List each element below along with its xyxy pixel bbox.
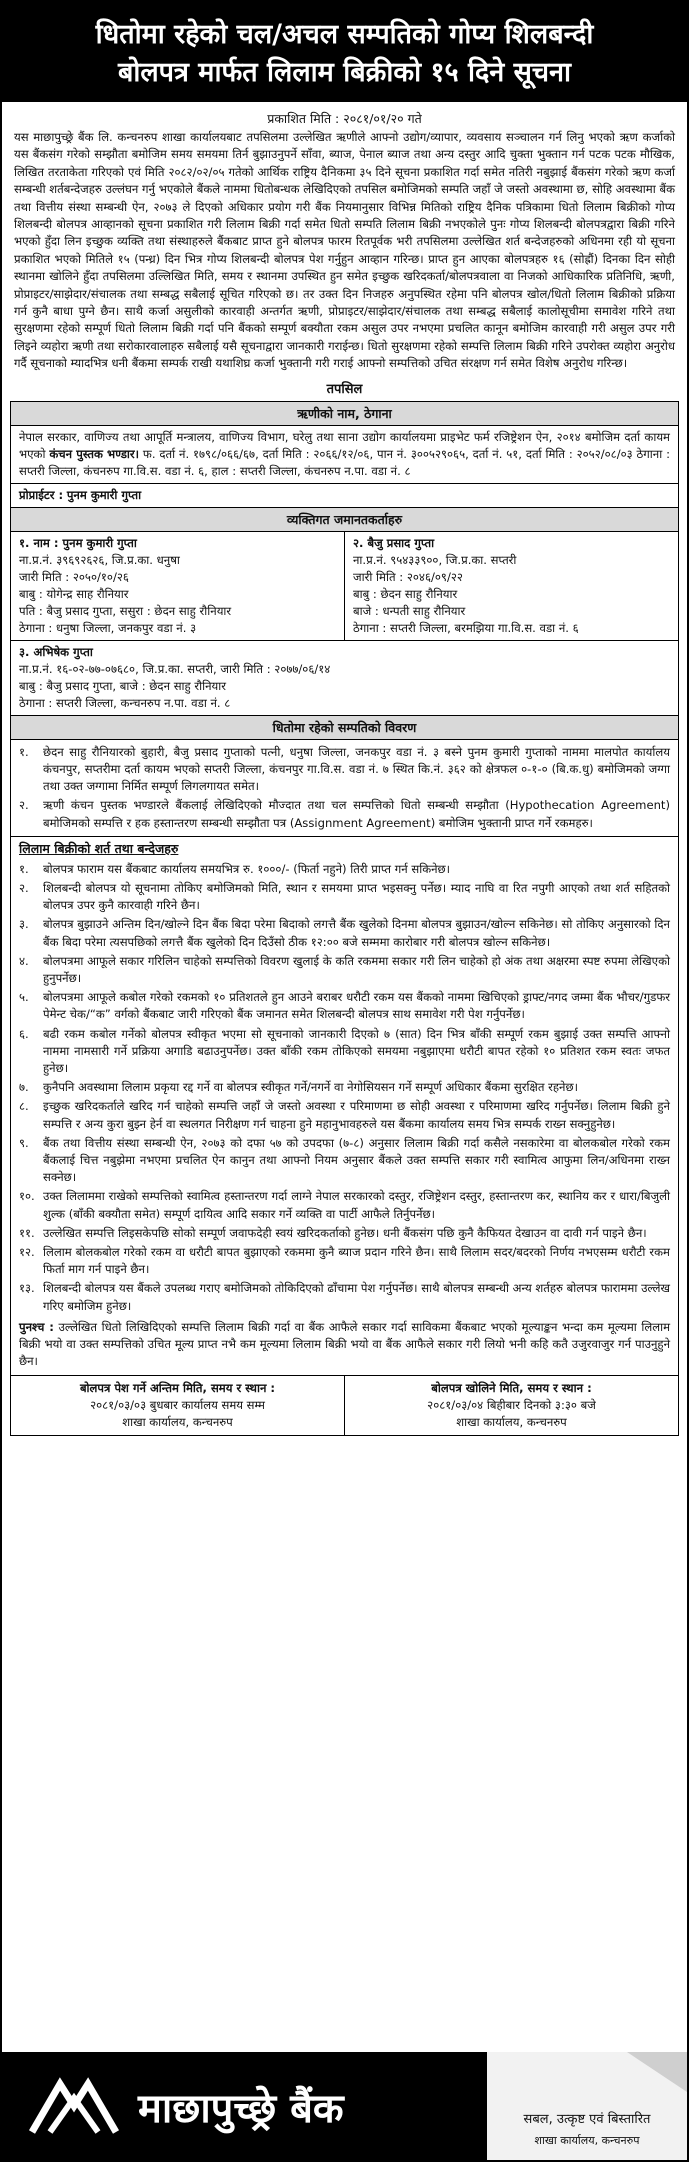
condition-text: उक्त लिलाममा राखेको सम्पत्तिको स्वामित्व हस्तान्तरण गर्दा लाग्ने नेपाल सरकारको दस्तुर, रजिष्ट्रेशन दस्तुर, हस्तान्तरण कर, स्थानिय कर र धारा/बिजुली शुल्क (बाँकी बक्यौता समेत) सम्पूर्ण दायित्व आदि सकार गर्ने व्यक्ति वा पार्टी आफैले तिर्नुपर्नेछ।	[43, 1189, 670, 1221]
condition-item	[11, 1134, 678, 1188]
condition-number: १२.	[19, 1244, 35, 1259]
condition-number: ४.	[19, 953, 29, 968]
condition-number: २.	[19, 880, 29, 895]
guarantor-2-title: २. बैजु प्रसाद गुप्ता	[353, 535, 435, 550]
borrower-firm-name: कंचन पुस्तक भण्डार।	[49, 446, 140, 461]
condition-number: ५.	[19, 990, 29, 1005]
condition-item	[11, 1097, 678, 1133]
condition-item	[11, 1187, 678, 1223]
mountain-logo-icon	[28, 2076, 120, 2136]
condition-number: १३.	[19, 1281, 35, 1296]
guarantor-2-issue-date: जारी मिति : २०४६/०९/२२	[353, 569, 463, 584]
guarantor-3-address: ठेगाना : सप्तरी जिल्ला, कन्चनरुप न.पा. वडा नं. ८	[19, 695, 231, 710]
collateral-item	[11, 743, 678, 797]
condition-item	[11, 1078, 678, 1097]
guarantor-1-address: ठेगाना : धनुषा जिल्ला, जनकपुर वडा नं. ३	[19, 620, 197, 635]
opening-date-place: शाखा कार्यालय, कन्चनरुप	[456, 1415, 567, 1430]
dates-boxes	[10, 1376, 679, 1436]
condition-text: लिलाम बोलकबोल गरेको रकम वा धरौटी बापत बुझाएको रकममा कुनै ब्याज प्रदान गरिने छैन। साथै लिलाम सदर/बदरको निर्णय नभएसम्म धरौटी रकम फिर्ता माग गर्न पाइने छैन।	[43, 1244, 670, 1277]
condition-number: ९.	[19, 1135, 29, 1150]
punascha-wrapper	[19, 1319, 670, 1371]
details-box	[10, 401, 679, 1377]
condition-text: बोलपत्रमा आफूले कबोल गरेको रकमको १० प्रतिशतले हुन आउने बराबर धरौटी रकम यस बैंकको नाममा खिचिएको ड्राफ्ट/नगद जम्मा बैंक भौचर/गुडफर पेमेन्ट चेक/“क” वर्गको बैंकबाट जारी गरिएको बैंक जमानत समेत शिलबन्दी बोलपत्र साथ समावेश गरी पेश गर्नुपर्नेछ।	[43, 990, 670, 1022]
condition-number: ११.	[19, 1225, 35, 1240]
condition-number: ८.	[19, 1099, 29, 1114]
submission-deadline-label: बोलपत्र पेश गर्ने अन्तिम मिति, समय र स्थान :	[79, 1381, 276, 1396]
condition-text: बढी रकम कबोल गर्नेको बोलपत्र स्वीकृत भएमा सो सूचनाको जानकारी दिएको ७ (सात) दिन भित्र बाँकी सम्पूर्ण रकम बुझाई उक्त सम्पत्ति आफ्नो नाममा नामसारी गर्ने प्रक्रिया अगाडि बढाउनुपर्नेछ। उक्त बाँकी रकम तोकिएको समयमा नबुझाएमा धरौटी बापत रहेको १० प्रतिशत रकम स्वतः जफत हुनेछ।	[43, 1026, 670, 1075]
guarantor-1	[11, 532, 344, 640]
branch-name: शाखा कार्यालय, कन्चनरुप	[534, 2134, 640, 2147]
guarantor-1-citizenship: ना.प्र.नं. ३९६९२६२६, जि.प्र.का. धनुषा	[19, 552, 180, 567]
guarantor-2-citizenship: ना.प्र.नं. ९५४३३९००, जि.प्र.का. सप्तरी	[353, 552, 517, 567]
guarantor-2-grandfather: बाजे : धन्पती साहु रौनियार	[353, 603, 466, 618]
bank-brand	[2, 2052, 487, 2160]
punascha-text: उल्लेखित धितो लिखिदिएको सम्पत्ति लिलाम बिक्री गर्दा वा बैंक आफैले सकार गर्दा साविकमा बैंकबाट भएको मूल्याङ्कन भन्दा कम मूल्यमा लिलाम बिक्री भयो वा उक्त सम्पत्तिको उचित मूल्य प्राप्त नभै कम मूल्यमा लिलाम बिक्री भयो वा बैंक आफैले सकार गरी लियो भनी कहि कतै उजुरवाजुर गर्न पाउनुहुने छैन।	[19, 1319, 671, 1369]
condition-item	[11, 879, 678, 915]
condition-number: ३.	[19, 917, 29, 932]
guarantor-1-father: बाबु : योगेन्द्र साह रौनियार	[19, 586, 129, 601]
guarantor-1-title: १. नाम : पुनम कुमारी गुप्ता	[19, 535, 137, 550]
condition-item	[11, 915, 678, 951]
guarantor-3	[11, 640, 678, 715]
condition-number: १.	[19, 861, 29, 876]
guarantor-2-address: ठेगाना : सप्तरी जिल्ला, बरमझिया गा.वि.स. वडा नं. ६	[353, 620, 579, 635]
opening-date	[344, 1376, 678, 1435]
guarantor-3-relations: बाबु : बैजु प्रसाद गुप्ता, बाजे : छेदन साहु रौनियार	[19, 678, 227, 693]
header-title-line2: बोलपत्र मार्फत लिलाम बिक्रीको १५ दिने सूचना	[117, 57, 572, 88]
condition-text: बोलपत्रमा आफूले सकार गरिलिन चाहेको सम्पत्तिको विवरण खुलाई के कति रकममा सकार गरी लिन चाहेको हो अंक तथा अक्षरमा स्पष्ट रुपमा लेखिएको हुनुपर्नेछ।	[43, 953, 670, 985]
tapsil-heading: तपसिल	[326, 381, 363, 397]
conditions-section	[11, 836, 678, 1376]
guarantor-3-title: ३. अभिषेक गुप्ता	[19, 644, 93, 659]
collateral-item-number: १.	[19, 744, 29, 759]
bank-slogan-panel	[487, 2052, 687, 2160]
condition-text: कुनैपनि अवस्थामा लिलाम प्रकृया रद्द गर्ने वा बोलपत्र स्वीकृत गर्ने/नगर्ने वा नेगोसियसन गर्ने सम्पूर्ण अधिकार बैंकमा सुरक्षित रहनेछ।	[43, 1080, 578, 1095]
proprietor-label: प्रोप्राईटर :	[19, 487, 64, 502]
collateral-item	[11, 796, 678, 832]
condition-text: शिलबन्दी बोलपत्र यो सूचनामा तोकिए बमोजिमको मिति, स्थान र समयमा प्राप्त भइसक्नु पर्नेछ। म्याद नाघि वा रित नपुगी आएको तथा शर्त सहितको बोलपत्र उपर कुनै कारवाही गरिने छैन।	[43, 880, 670, 913]
conditions-heading: लिलाम बिक्रीको शर्त तथा बन्देजहरु	[19, 840, 179, 856]
condition-item	[11, 1025, 678, 1079]
proprietor-row	[11, 483, 678, 507]
intro-paragraph: यस माछापुच्छ्रे बैंक लि. कन्चनरुप शाखा कार्यालयबाट तपसिलमा उल्लेखित ऋणीले आफ्नो उद्योग/व्यापार, व्यवसाय सञ्चालन गर्न लिनु भएको ऋण कर्जाको यस बैंकसंग गरेको सम्झौता बमोजिम समय समयमा तिर्न बुझाउनुपर्ने साँवा, ब्याज, पेनाल ब्याज तथा अन्य दस्तुर आदि चुक्ता भुक्तान गर्न पटक पटक मौखिक, लिखित तरताकेता गरिएको एवं मिति २०८२/०२/०५ गतेको आर्थिक राष्ट्रिय दैनिकमा ३५ दिने सूचना प्रकाशित गर्दा समेत नतिरी नबुझाई बैंकसंग गरेको ऋण कर्जा सम्बन्धी शर्तबन्देजहरु उल्लंघन गर्नु भएकोले बैंकले नाममा धितोबन्धक लेखिदिएको तपसिल बमोजिमको सम्पति जहाँ जे जस्तो अवस्थामा छ, सोहि अवस्थामा बैंक तथा वित्तीय संस्था सम्बन्धी ऐन, २०७३ ले दिएको अधिकार प्रयोग गरी बैंक नियमानुसार विभिन्न मितिको राष्ट्रिय दैनिक पत्रिकामा धितो लिलाम बिक्रीको गोप्य शिलबन्दी बोलपत्र आव्हानको सूचना प्रकाशित गरी लिलाम बिक्री गर्दा समेत धितो सम्पति लिलाम बिक्री नभएकोले पुनः गोप्य शिलबन्दी बोलपत्रद्वारा बिक्री गरिने भएको हुँदा लिन इच्छुक व्यक्ति तथा संस्थाहरुले बैंकबाट प्राप्त हुने बोलपत्र फारम रितपूर्वक भरी तपसिलमा उल्लेखित शर्त बन्देजहरुको अधिनमा रही यो सूचना प्रकाशित भएको मितिले १५ (पन्ध्र) दिन भित्र गोप्य शिलबन्दी बोलपत्र पेश गर्नुहुन आव्हान गरिन्छ। प्राप्त हुन आएका बोलपत्रहरु १६ (सोह्रौं) दिनका दिन सोही स्थानमा खोलिने हुँदा तपसिलमा उल्लिखित मिति, समय र स्थानमा उपस्थित हुन समेत इच्छुक खरिदकर्ता/बोलपत्रवाला वा निजको आधिकारिक प्रतिनिधि, ऋणी, प्रोप्राइटर/साझेदार/संचालक तथा सम्बद्ध सबैलाई सूचित गरिएको छ। तर उक्त दिन निजहरु अनुपस्थित रहेमा पनि बोलपत्र खोल/धितो लिलाम बिक्रीको प्रक्रिया गर्न कुनै बाधा पुग्ने छैन। साथै कर्जा असुलीको कारवाही अन्तर्गत ऋणी, प्रोप्राइटर/साझेदार/संचालक तथा सम्बद्ध सबैलाई कालोसूचीमा समावेश गरिने तथा सुरक्षणमा रहेको सम्पूर्ण धितो लिलाम बिक्री गर्दा पनि बैंकको सम्पूर्ण बक्यौता रकम असुल उपर नभएमा प्रचलित कानून बमोजिम कारवाही गरी असुल उपर गरी लिइने व्यहोरा ऋणी तथा सरोकारवालाहरु सबैलाई यसै सूचनाद्वारा जानकारी गराईन्छ। धितो सुरक्षणमा रहेको सम्पत्ति लिलाम बिक्री गरिने उपरोक्त व्यहोरा अनुरोध गर्दै सूचनाको म्यादभित्र धनी बैंकमा सम्पर्क राखी यथाशिघ्र कर्जा भुक्तानी गरी गराई आफ्नो सम्पत्तिको उचित संरक्षण गर्न समेत विशेष अनुरोध गरिन्छ।	[14, 130, 675, 371]
condition-text: बोलपत्र फाराम यस बैंकबाट कार्यालय समयभित्र रु. १०००/- (फिर्ता नहुने) तिरी प्राप्त गर्न सकिनेछ।	[43, 861, 451, 876]
bank-name: माछापुच्छ्रे बैंक	[138, 2085, 344, 2132]
published-date: प्रकाशित मिति : २०८१/०१/२० गते	[267, 111, 422, 126]
condition-item	[11, 860, 678, 879]
guarantor-2-father: बाबु : छेदन साहु रौनियार	[353, 586, 458, 601]
guarantors-heading: व्यक्तिगत जमानतकर्ताहरु	[11, 507, 678, 532]
punascha-note	[11, 1318, 678, 1372]
condition-item	[11, 1224, 678, 1243]
notice-header	[2, 2, 687, 102]
collateral-heading: धितोमा रहेको सम्पतिको विवरण	[11, 715, 678, 740]
collateral-item-number: २.	[19, 798, 29, 813]
condition-item	[11, 1279, 678, 1315]
opening-date-time: २०८१/०३/०४ बिहीबार दिनको ३:३० बजे	[427, 1398, 596, 1413]
condition-text: बैंक तथा वित्तीय संस्था सम्बन्धी ऐन, २०७३ को दफा ५७ को उपदफा (७-८) अनुसार लिलाम बिक्री गर्दा कसैले नसकारेमा वा बोलकबोल गरेको रकम बैंकलाई चित्त नबुझेमा नभएमा प्रचलित ऐन कानुन तथा आफ्नो नियम अनुसार बैंकले उक्त सम्पत्ति सकार गरी स्वामित्व आफुमा लिन/अधिनमा राख्न सक्नेछ।	[43, 1135, 670, 1185]
opening-date-label: बोलपत्र खोलिने मिति, समय र स्थान :	[431, 1381, 592, 1396]
corner-decoration	[627, 2052, 687, 2092]
borrower-heading: ऋणीको नाम, ठेगाना	[11, 402, 678, 426]
borrower-text: नेपाल सरकार, वाणिज्य तथा आपूर्ति मन्त्रालय, वाणिज्य विभाग, घरेलु तथा साना उद्योग कार्यालयमा प्राइभेट फर्म रजिष्ट्रेशन ऐन, २०१४ बमोजिम दर्ता कायम भएको	[19, 429, 670, 461]
collateral-item-text: छेदन साहु रौनियारको बुहारी, बैजु प्रसाद गुप्ताको पत्नी, धनुषा जिल्ला, जनकपुर वडा नं. ३ बस्ने पुनम कुमारी गुप्ताको नाममा मालपोत कार्यालय कंचनपुर, सप्तरीमा दर्ता कायम भएको सप्तरी जिल्ला, कंचनपुर गा.वि.स. वडा नं. ७ स्थित कि.नं. ३६२ को क्षेत्रफल ०-१-० (बि.क.धु) बमोजिमको जग्गा तथा उक्त जग्गामा निर्मित सम्पूर्ण लिगलगायत समेत।	[43, 744, 670, 794]
condition-number: ७.	[19, 1080, 29, 1095]
condition-item	[11, 952, 678, 988]
bank-slogan: सबल, उत्कृष्ट एवं बिस्तारित	[523, 2112, 651, 2127]
condition-text: उल्लेखित सम्पत्ति लिइसकेपछि सोको सम्पूर्ण जवाफदेही स्वयं खरिदकर्ताको हुनेछ। धनी बैंकसंग पछि कुनै कैफियत देखाउन वा दावी गर्न पाइने छैन।	[43, 1225, 647, 1240]
punascha-label: पुनश्च :	[19, 1319, 54, 1334]
collateral-list	[11, 740, 678, 836]
condition-item	[11, 988, 678, 1024]
submission-deadline-date: २०८१/०३/०३ बुधबार कार्यालय समय सम्म	[90, 1398, 265, 1413]
submission-deadline-place: शाखा कार्यालय, कन्चनरुप	[122, 1415, 233, 1430]
guarantors-row	[11, 532, 678, 640]
condition-text: इच्छुक खरिदकर्ताले खरिद गर्न चाहेको सम्पत्ति जहाँ जे जस्तो अवस्था र परिमाणमा छ सोही अवस्था र परिमाणमा खरिद गर्नुपर्नेछ। लिलाम बिक्री हुने सम्पत्ति र अन्य कुरा बुझ्न हेर्न वा स्थलगत निरीक्षण गर्न चाहना हुने महानुभावहरुले यस बैंकमा कार्यालय समय भित्र सम्पर्क राख्न सक्नुहुनेछ।	[43, 1099, 670, 1131]
proprietor-name: पुनम कुमारी गुप्ता	[66, 487, 142, 502]
condition-number: ६.	[19, 1026, 29, 1041]
condition-item	[11, 1243, 678, 1279]
guarantor-1-relations: पति : बैजु प्रसाद गुप्ता, ससुरा : छेदन साहु रौनियार	[19, 603, 232, 618]
condition-text: बोलपत्र बुझाउने अन्तिम दिन/खोल्ने दिन बैंक बिदा परेमा बिदाको लगत्तै बैंक खुलेको दिनमा बोलपत्र बुझाउन/खोल्न सकिनेछ। सो तोकिए अनुसारको दिन बैंक बिदा परेमा त्यसपछिको लगत्तै बैंक खुलेको दिन दिउँसो ठीक १२:०० बजे सम्ममा कारोबार गरी बोलपत्र खोल्न सकिनेछ।	[43, 917, 670, 949]
condition-text: शिलबन्दी बोलपत्र यस बैंकले उपलब्ध गराए बमोजिमको तोकिदिएको ढाँचामा पेश गर्नुपर्नेछ। साथै बोलपत्र सम्बन्धी अन्य शर्तहरु बोलपत्र फाराममा उल्लेख गरिए बमोजिम हुनेछ।	[43, 1281, 670, 1313]
header-title-line1: धितोमा रहेको चल/अचल सम्पतिको गोप्य शिलबन्दी	[95, 19, 594, 50]
submission-deadline	[11, 1376, 344, 1435]
guarantor-3-citizenship: ना.प्र.नं. १६-०२-७७-०७६८०, जि.प्र.का. सप्तरी, जारी मिति : २०७७/०६/१४	[19, 661, 331, 676]
guarantor-2	[344, 532, 678, 640]
condition-number: १०.	[19, 1189, 35, 1204]
borrower-registration: फ. दर्ता नं. १७९८/०६६/६७, दर्ता मिति : २०६६/१२/०६, पान नं. ३००५२९०६५, दर्ता नं. ५१, दर्ता मिति : २०५२/०८/०३ ठेगाना : सप्तरी जिल्ला, कंचनरुप गा.वि.स. वडा नं. ६, हाल : सप्तरी जिल्ला, कंचनरुप न.पा. वडा नं. ८	[19, 446, 670, 478]
collateral-item-text: ऋणी कंचन पुस्तक भण्डारले बैंकलाई लेखिदिएको मौज्दात तथा चल सम्पत्तिको धितो सम्बन्धी सम्झौता (Hypothecation Agreement) बमोजिमको सम्पत्ति र हक हस्तान्तरण सम्बन्धी सम्झौता पत्र (Assignment Agreement) बमोजिम भुक्तानी प्राप्त गर्ने रकमहरु।	[43, 798, 670, 830]
borrower-details	[11, 426, 678, 483]
bank-footer	[2, 2052, 687, 2160]
guarantor-1-issue-date: जारी मिति : २०५०/१०/२६	[19, 569, 129, 584]
